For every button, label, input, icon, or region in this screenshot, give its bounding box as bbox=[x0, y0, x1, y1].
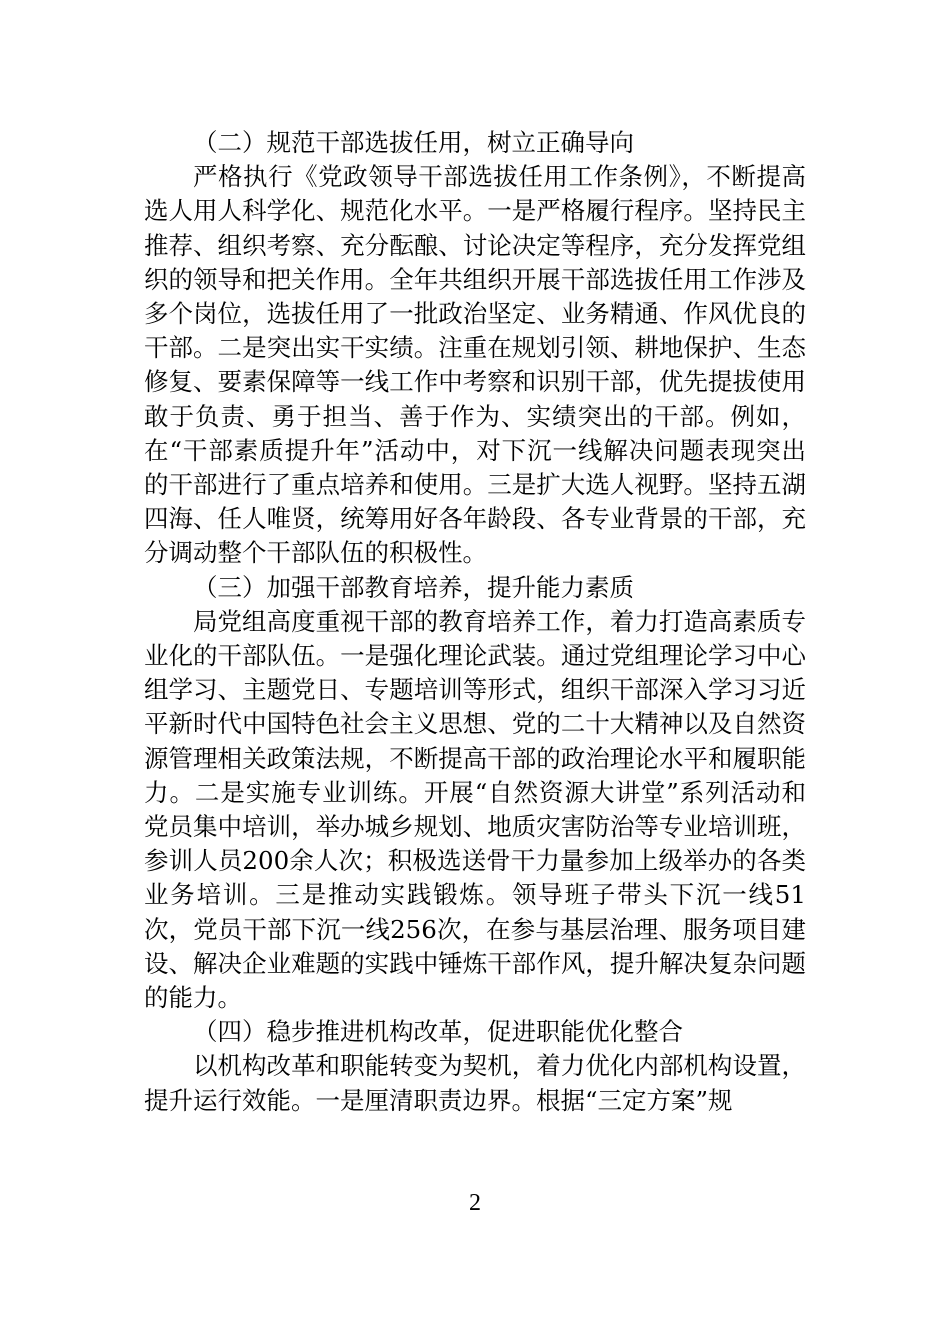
section-heading-4: （四）稳步推进机构改革，促进职能优化整合 bbox=[193, 1017, 683, 1047]
section-heading-3: （三）加强干部教育培养，提升能力素质 bbox=[193, 572, 634, 602]
document-body bbox=[144, 126, 806, 1118]
page-number: 2 bbox=[469, 1190, 481, 1216]
section-paragraph-2: 严格执行《党政领导干部选拔任用工作条例》，不断提高选人用人科学化、规范化水平。一是严格履行程序。坚持民主推荐、组织考察、充分酝酿、讨论决定等程序，充分发挥党组织的领导和把关作用。全年共组织开展干部选拔任用工作涉及多个岗位，选拔任用了一批政治坚定、业务精通、作风优良的干部。二是突出实干实绩。注重在规划引领、耕地保护、生态修复、要素保障等一线工作中考察和识别干部，优先提拔使用敢于负责、勇于担当、善于作为、实绩突出的干部。例如，在“干部素质提升年”活动中，对下沉一线解决问题表现突出的干部进行了重点培养和使用。三是扩大选人视野。坚持五湖四海、任人唯贤，统筹用好各年龄段、各专业背景的干部，充分调动整个干部队伍的积极性。 bbox=[144, 162, 806, 568]
section-paragraph-3: 局党组高度重视干部的教育培养工作，着力打造高素质专业化的干部队伍。一是强化理论武装。通过党组理论学习中心组学习、主题党日、专题培训等形式，组织干部深入学习习近平新时代中国特色社会主义思想、党的二十大精神以及自然资源管理相关政策法规，不断提高干部的政治理论水平和履职能力。二是实施专业训练。开展“自然资源大讲堂”系列活动和党员集中培训，举办城乡规划、地质灾害防治等专业培训班，参训人员200余人次；积极选送骨干力量参加上级举办的各类业务培训。三是推动实践锻炼。领导班子带头下沉一线51次，党员干部下沉一线256次，在参与基层治理、服务项目建设、解决企业难题的实践中锤炼干部作风，提升解决复杂问题的能力。 bbox=[144, 606, 806, 1013]
section-heading-2: （二）规范干部选拔任用，树立正确导向 bbox=[193, 128, 634, 157]
section-paragraph-4: 以机构改革和职能转变为契机，着力优化内部机构设置，提升运行效能。一是厘清职责边界。根据“三定方案”规 bbox=[144, 1051, 806, 1115]
